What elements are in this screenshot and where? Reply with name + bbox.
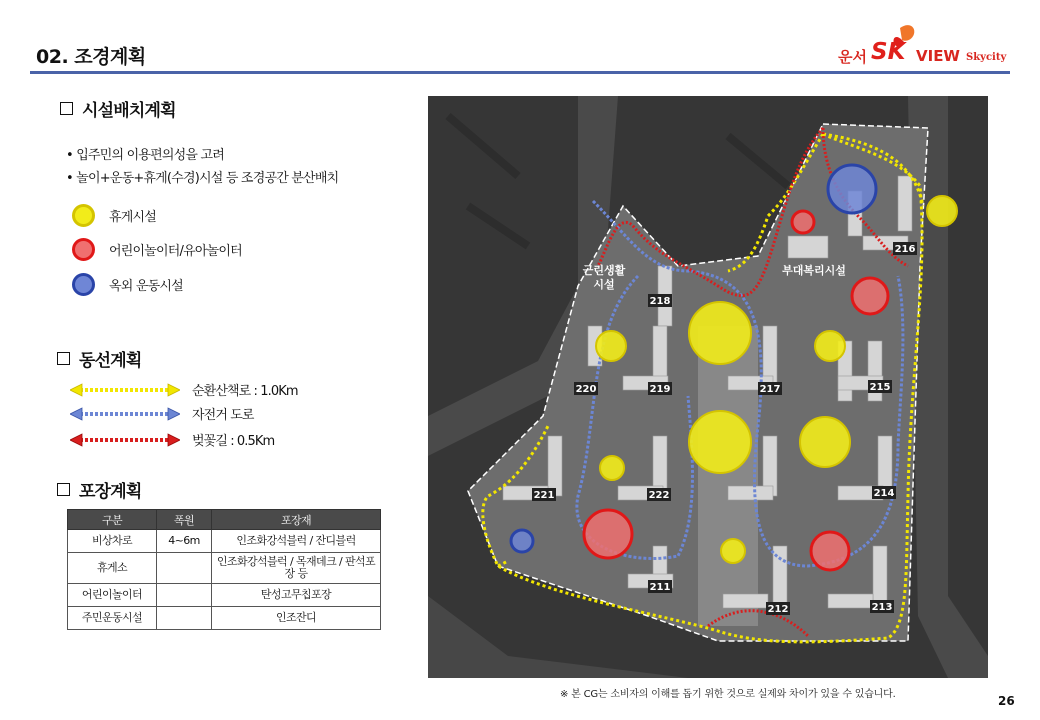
building-number: 217: [759, 384, 781, 395]
facility-heading: [60, 96, 176, 121]
table-row: [68, 553, 381, 584]
table-cell: 4~6m: [157, 530, 212, 553]
table-cell: 탄성고무칩포장: [212, 584, 381, 607]
logo-prefix: 운서: [838, 48, 867, 66]
route-bicycle: [70, 404, 254, 423]
building-number: 216: [894, 244, 916, 255]
table-cell: 인조잔디: [212, 607, 381, 630]
page-number: 26: [998, 694, 1015, 708]
building-number: 211: [649, 582, 671, 593]
column-header: 포장재: [212, 510, 381, 530]
table-cell: 인조화강석블럭 / 잔디블럭: [212, 530, 381, 553]
route-label: 벚꽃길 : 0.5Km: [192, 434, 275, 449]
logo-view: VIEW: [916, 47, 960, 65]
legend-label: 휴게시설: [109, 210, 157, 225]
table-cell: 인조화강석블럭 / 목재데크 / 판석포장 등: [212, 553, 381, 584]
route-label: 순환산책로 : 1.0Km: [192, 384, 298, 399]
table-cell: [157, 584, 212, 607]
column-header: 구분: [68, 510, 157, 530]
table-row: [68, 530, 381, 553]
route-label: 자전거 도로: [192, 408, 254, 423]
facility-bullet-1: • 입주민의 이용편의성을 고려: [66, 148, 224, 163]
facility-label-community: 부대복리시설: [782, 264, 846, 277]
building-number: 214: [873, 488, 895, 499]
title-divider: [30, 71, 1010, 74]
route-cherry-blossom: [70, 430, 274, 449]
facility-label-commercial-2: 시설: [593, 278, 615, 291]
table-cell: 비상차로: [68, 530, 157, 553]
paving-heading: [57, 477, 142, 502]
brand-logo: [838, 20, 1014, 70]
table-cell: 어린이놀이터: [68, 584, 157, 607]
table-cell: 휴게소: [68, 553, 157, 584]
building-number: 221: [533, 490, 555, 501]
building-number: 212: [767, 604, 789, 615]
building-number: 220: [575, 384, 597, 395]
legend-label: 어린이놀이터/유아놀이터: [109, 244, 242, 259]
site-plan-drawing: [428, 96, 988, 678]
route-walking: [70, 380, 298, 399]
table-row: [68, 584, 381, 607]
logo-suffix: Skycity: [966, 52, 1007, 63]
table-cell: 주민운동시설: [68, 607, 157, 630]
building-number: 222: [648, 490, 670, 501]
legend-playground: [72, 238, 242, 261]
page-title: 02. 조경계획: [36, 46, 146, 68]
circulation-heading-text: 동선계획: [79, 351, 142, 371]
building-number: 213: [871, 602, 893, 613]
building-number: 218: [649, 296, 671, 307]
circulation-heading: [57, 346, 142, 371]
blue-circle-icon: [72, 273, 95, 296]
table-row: [68, 607, 381, 630]
building-number: 215: [869, 382, 891, 393]
facility-label-commercial: 근린생활: [582, 264, 626, 277]
facility-heading-text: 시설배치계획: [82, 101, 176, 121]
yellow-arrow-line-icon: [70, 383, 180, 397]
column-header: 폭원: [157, 510, 212, 530]
paving-table: [67, 509, 381, 630]
facility-bullet-2: • 놀이+운동+휴게(수경)시설 등 조경공간 분산배치: [66, 171, 339, 186]
table-header-row: [68, 510, 381, 530]
blue-arrow-line-icon: [70, 407, 180, 421]
legend-exercise: [72, 273, 183, 296]
checkbox-square-icon: [60, 102, 73, 115]
disclaimer-footnote: ※ 본 CG는 소비자의 이해를 돕기 위한 것으로 실제와 차이가 있을 수 있습니다.: [560, 689, 896, 700]
paving-heading-text: 포장계획: [79, 482, 142, 502]
yellow-circle-icon: [72, 204, 95, 227]
table-cell: [157, 607, 212, 630]
legend-rest-area: [72, 204, 156, 227]
red-circle-icon: [72, 238, 95, 261]
red-arrow-line-icon: [70, 433, 180, 447]
logo-sk: SK: [871, 39, 906, 65]
site-plan-map: [428, 96, 988, 678]
legend-label: 옥외 운동시설: [109, 279, 183, 294]
checkbox-square-icon: [57, 352, 70, 365]
table-cell: [157, 553, 212, 584]
building-number: 219: [649, 384, 671, 395]
checkbox-square-icon: [57, 483, 70, 496]
